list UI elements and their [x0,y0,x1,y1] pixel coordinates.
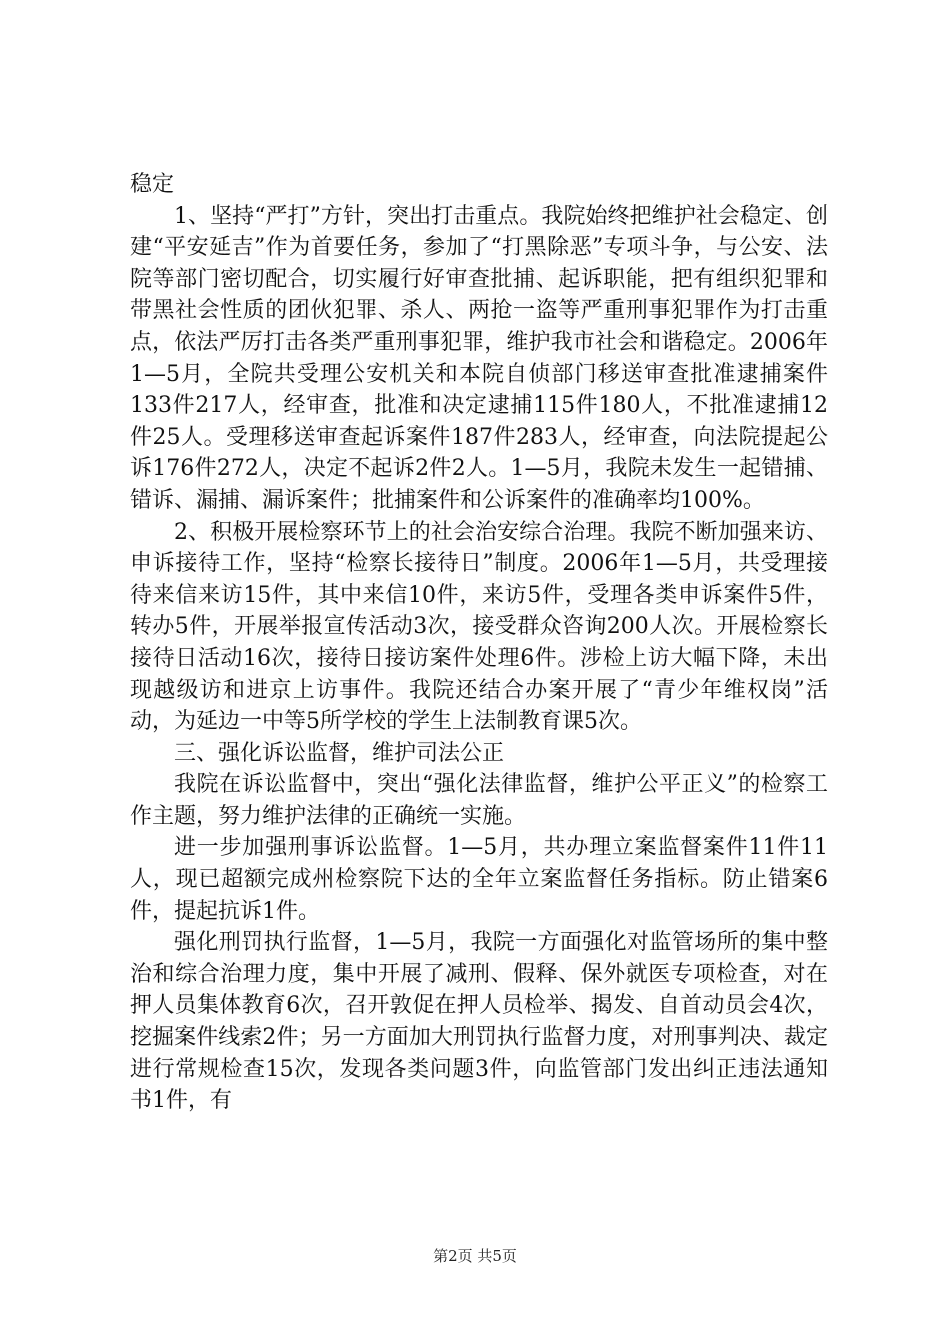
paragraph-public-security: 2、积极开展检察环节上的社会治安综合治理。我院不断加强来访、申诉接待工作，坚持“检察长接待日”制度。2006年1—5月，共受理接待来信来访15件，其中来信10件，来访5件，受理各类申诉案件5件，转办5件，开展举报宣传活动3次，接受群众咨询200人次。开展检察长接待日活动16次，接待日接访案件处理6件。涉检上访大幅下降，未出现越级访和进京上访事件。我院还结合办案开展了“青少年维权岗”活动，为延边一中等5所学校的学生上法制教育课5次。 [130,519,828,735]
paragraph-penalty-execution: 强化刑罚执行监督，1—5月，我院一方面强化对监管场所的集中整治和综合治理力度，集中开展了减刑、假释、保外就医专项检查，对在押人员集体教育6次，召开敦促在押人员检举、揭发、自首动员会4次，挖掘案件线索2件；另一方面加大刑罚执行监督力度，对刑事判决、裁定进行常规检查15次，发现各类问题3件，向监管部门发出纠正违法通知书1件，有 [130,930,828,1114]
paragraph-strike-hard: 1、坚持“严打”方针，突出打击重点。我院始终把维护社会稳定、创建“平安延吉”作为首要任务，参加了“打黑除恶”专项斗争，与公安、法院等部门密切配合，切实履行好审查批捕、起诉职能，把有组织犯罪和带黑社会性质的团伙犯罪、杀人、两抢一盗等严重刑事犯罪作为打击重点，依法严厉打击各类严重刑事犯罪，维护我市社会和谐稳定。2006年1—5月，全院共受理公安机关和本院自侦部门移送审查批准逮捕案件133件217人，经审查，批准和决定逮捕115件180人，不批准逮捕12件25人。受理移送审查起诉案件187件283人，经审查，向法院提起公诉176件272人，决定不起诉2件2人。1—5月，我院未发生一起错捕、错诉、漏捕、漏诉案件；批捕案件和公诉案件的准确率均100%。 [130,203,828,513]
continuation-line: 稳定 [130,172,175,197]
section-heading: 三、强化诉讼监督，维护司法公正 [174,740,505,766]
paragraph-criminal-litigation: 进一步加强刑事诉讼监督。1—5月，共办理立案监督案件11件11人，现已超额完成州检察院下达的全年立案监督任务指标。防止错案6件，提起抗诉1件。 [130,835,828,924]
page-number-footer: 第2页 共5页 [433,1247,517,1265]
document-body [130,169,828,1117]
paragraph-litigation-supervision: 我院在诉讼监督中，突出“强化法律监督，维护公平正义”的检察工作主题，努力维护法律的正确统一实施。 [130,772,828,829]
